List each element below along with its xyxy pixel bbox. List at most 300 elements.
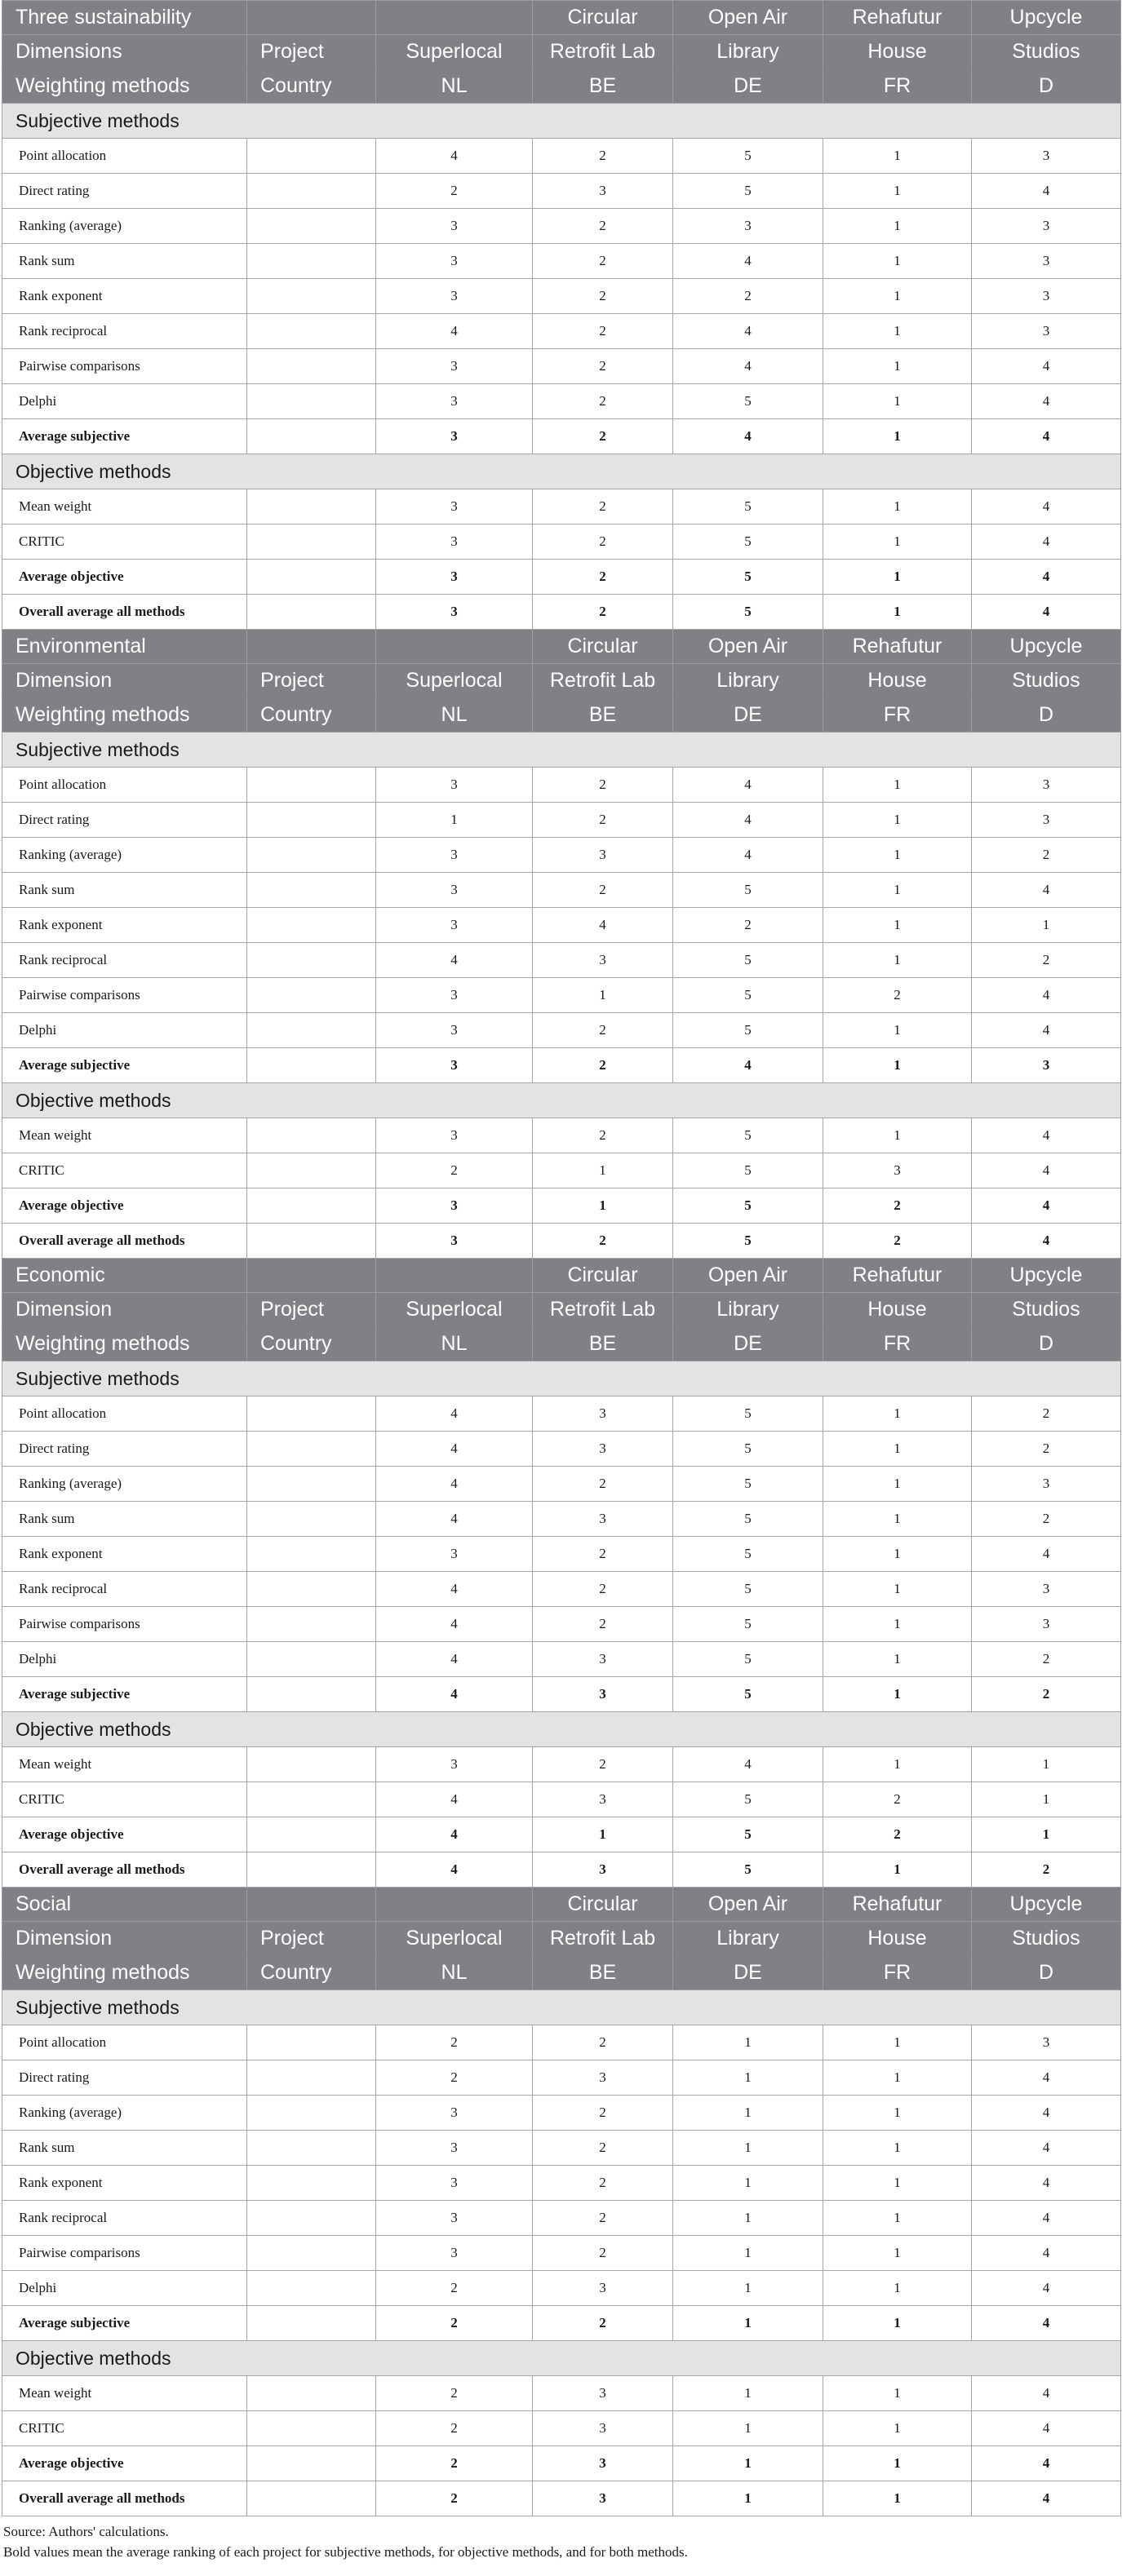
rank-value: 3 xyxy=(972,803,1121,838)
rank-value: 3 xyxy=(533,1852,673,1888)
rank-value: 3 xyxy=(376,1188,533,1224)
rank-value: 1 xyxy=(823,803,972,838)
rank-value: 2 xyxy=(533,2236,673,2271)
table-row xyxy=(2,1572,1121,1607)
rank-value: 2 xyxy=(972,1677,1121,1712)
rank-value: 3 xyxy=(376,244,533,279)
method-label: Average subjective xyxy=(2,2306,247,2341)
country-cell-empty xyxy=(247,1817,376,1852)
country-cell-empty xyxy=(247,1013,376,1048)
rank-value: 1 xyxy=(823,943,972,978)
method-label: Rank reciprocal xyxy=(2,314,247,349)
rank-value: 3 xyxy=(972,1572,1121,1607)
rank-value: 4 xyxy=(376,1432,533,1467)
header-project-name: Superlocal xyxy=(376,35,533,69)
rank-value: 2 xyxy=(972,943,1121,978)
rank-value: 4 xyxy=(972,1013,1121,1048)
rank-value: 2 xyxy=(533,524,673,560)
rank-value: 1 xyxy=(376,803,533,838)
rank-value: 4 xyxy=(673,803,823,838)
country-cell-empty xyxy=(247,349,376,384)
overall-average-row xyxy=(2,1852,1121,1888)
rank-value: 1 xyxy=(823,1537,972,1572)
table-row xyxy=(2,524,1121,560)
header-project-name: House xyxy=(823,1922,972,1956)
table-row xyxy=(2,2376,1121,2411)
header-row xyxy=(2,1922,1121,1956)
rank-value: 3 xyxy=(533,1432,673,1467)
rank-value: 4 xyxy=(972,2376,1121,2411)
rank-value: 4 xyxy=(972,174,1121,209)
rank-value: 4 xyxy=(376,1502,533,1537)
country-cell-empty xyxy=(247,2236,376,2271)
rank-value: 1 xyxy=(533,1153,673,1188)
rank-value: 5 xyxy=(673,978,823,1013)
rank-value: 1 xyxy=(673,2096,823,2131)
method-label: Average subjective xyxy=(2,1677,247,1712)
rank-value: 1 xyxy=(823,2271,972,2306)
objective-methods-label: Objective methods xyxy=(2,1083,1121,1118)
subjective-methods-label: Subjective methods xyxy=(2,1361,1121,1396)
rank-value: 2 xyxy=(533,1747,673,1782)
table-row xyxy=(2,803,1121,838)
header-project-name: Studios xyxy=(972,1922,1121,1956)
rank-value: 5 xyxy=(673,560,823,595)
rank-value: 2 xyxy=(376,2306,533,2341)
table-row xyxy=(2,2201,1121,2236)
rank-value: 2 xyxy=(533,768,673,803)
method-label: Overall average all methods xyxy=(2,595,247,630)
country-cell-empty xyxy=(247,2446,376,2481)
rank-value: 2 xyxy=(376,2481,533,2516)
rank-value: 1 xyxy=(823,1572,972,1607)
header-project-name: Library xyxy=(673,1922,823,1956)
rank-value: 2 xyxy=(376,1153,533,1188)
section-label-row xyxy=(2,1712,1121,1747)
rank-value: 4 xyxy=(673,349,823,384)
table-row xyxy=(2,2131,1121,2166)
table-row xyxy=(2,1642,1121,1677)
rank-value: 5 xyxy=(673,1188,823,1224)
method-label: Rank sum xyxy=(2,244,247,279)
section-label-row xyxy=(2,1361,1121,1396)
rank-value: 4 xyxy=(376,1642,533,1677)
objective-methods-label: Objective methods xyxy=(2,454,1121,489)
rank-value: 1 xyxy=(823,2166,972,2201)
rank-value: 1 xyxy=(972,908,1121,943)
header-project-name: House xyxy=(823,664,972,698)
method-label: Rank exponent xyxy=(2,279,247,314)
table-row xyxy=(2,384,1121,419)
overall-average-row xyxy=(2,2481,1121,2516)
subjective-methods-label: Subjective methods xyxy=(2,733,1121,768)
rank-value: 1 xyxy=(823,1013,972,1048)
header-project-name: Library xyxy=(673,664,823,698)
country-cell-empty xyxy=(247,2306,376,2341)
rank-value: 2 xyxy=(533,560,673,595)
rank-value: 3 xyxy=(533,1502,673,1537)
method-label: Direct rating xyxy=(2,174,247,209)
country-cell-empty xyxy=(247,244,376,279)
rank-value: 2 xyxy=(673,279,823,314)
rank-value: 5 xyxy=(673,1852,823,1888)
average-subjective-row xyxy=(2,2306,1121,2341)
rank-value: 4 xyxy=(376,1782,533,1817)
rank-value: 4 xyxy=(376,1572,533,1607)
rank-value: 1 xyxy=(823,349,972,384)
rank-value: 4 xyxy=(972,524,1121,560)
header-country-code: BE xyxy=(533,1327,673,1361)
rank-value: 5 xyxy=(673,1153,823,1188)
rank-value: 1 xyxy=(823,419,972,454)
rank-value: 4 xyxy=(673,768,823,803)
rank-value: 3 xyxy=(533,1642,673,1677)
rank-value: 2 xyxy=(376,2271,533,2306)
method-label: Mean weight xyxy=(2,2376,247,2411)
rank-value: 3 xyxy=(972,314,1121,349)
method-label: Average objective xyxy=(2,560,247,595)
rank-value: 5 xyxy=(673,524,823,560)
country-cell-empty xyxy=(247,524,376,560)
header-row xyxy=(2,1956,1121,1990)
rank-value: 5 xyxy=(673,1118,823,1153)
country-cell-empty xyxy=(247,1224,376,1259)
rank-value: 1 xyxy=(823,1677,972,1712)
rank-value: 5 xyxy=(673,1432,823,1467)
rank-value: 1 xyxy=(823,908,972,943)
method-label: Delphi xyxy=(2,384,247,419)
header-country-code: D xyxy=(972,1956,1121,1990)
country-cell-empty xyxy=(247,1607,376,1642)
rank-value: 3 xyxy=(533,1396,673,1432)
rank-value: 4 xyxy=(972,1537,1121,1572)
header-row xyxy=(2,1327,1121,1361)
header-project-name: Retrofit Lab xyxy=(533,664,673,698)
header-dimension-label: Three sustainability xyxy=(2,1,247,35)
rank-value: 1 xyxy=(823,1467,972,1502)
table-row xyxy=(2,1013,1121,1048)
rank-value: 1 xyxy=(823,2060,972,2096)
header-dimension-label: Weighting methods xyxy=(2,1327,247,1361)
rank-value: 5 xyxy=(673,174,823,209)
table-row xyxy=(2,139,1121,174)
country-cell-empty xyxy=(247,2166,376,2201)
rank-value: 1 xyxy=(823,174,972,209)
rank-value: 1 xyxy=(972,1817,1121,1852)
method-label: Mean weight xyxy=(2,489,247,524)
method-label: Pairwise comparisons xyxy=(2,2236,247,2271)
rank-value: 4 xyxy=(972,560,1121,595)
rank-value: 2 xyxy=(533,1118,673,1153)
header-project-country-label: Country xyxy=(247,698,376,733)
rank-value: 2 xyxy=(533,1607,673,1642)
country-cell-empty xyxy=(247,2060,376,2096)
rank-value: 1 xyxy=(673,2271,823,2306)
rank-value: 4 xyxy=(972,1118,1121,1153)
rank-value: 1 xyxy=(823,1396,972,1432)
table-row xyxy=(2,908,1121,943)
rank-value: 2 xyxy=(823,1188,972,1224)
footnote-bold-values: Bold values mean the average ranking of each project for subjective methods, for objective methods, and for both methods. xyxy=(3,2544,688,2560)
method-label: Average subjective xyxy=(2,419,247,454)
header-project-name xyxy=(376,1,533,35)
rank-value: 3 xyxy=(376,768,533,803)
header-country-code: BE xyxy=(533,698,673,733)
method-label: Overall average all methods xyxy=(2,2481,247,2516)
rank-value: 1 xyxy=(823,384,972,419)
rank-value: 4 xyxy=(376,1607,533,1642)
rank-value: 2 xyxy=(823,1817,972,1852)
header-row xyxy=(2,1259,1121,1293)
rank-value: 4 xyxy=(972,1153,1121,1188)
rank-value: 2 xyxy=(533,2166,673,2201)
header-dimension-label: Social xyxy=(2,1888,247,1922)
header-dimension-label: Economic xyxy=(2,1259,247,1293)
header-project-name: Rehafutur xyxy=(823,1259,972,1293)
rank-value: 3 xyxy=(972,139,1121,174)
table-row xyxy=(2,2166,1121,2201)
rank-value: 3 xyxy=(376,209,533,244)
objective-methods-label: Objective methods xyxy=(2,1712,1121,1747)
rank-value: 1 xyxy=(823,2306,972,2341)
header-country-code: FR xyxy=(823,1956,972,1990)
rank-value: 1 xyxy=(823,2446,972,2481)
rank-value: 1 xyxy=(823,2096,972,2131)
rank-value: 1 xyxy=(823,1432,972,1467)
rank-value: 1 xyxy=(823,873,972,908)
country-cell-empty xyxy=(247,1467,376,1502)
country-cell-empty xyxy=(247,1782,376,1817)
overall-average-row xyxy=(2,1224,1121,1259)
country-cell-empty xyxy=(247,1396,376,1432)
method-label: Ranking (average) xyxy=(2,1467,247,1502)
header-project-country-label: Country xyxy=(247,1956,376,1990)
rank-value: 1 xyxy=(823,1048,972,1083)
rank-value: 3 xyxy=(376,524,533,560)
ranking-table-body xyxy=(2,1,1121,2516)
method-label: Average objective xyxy=(2,1188,247,1224)
rank-value: 3 xyxy=(533,2481,673,2516)
header-project-name: Open Air xyxy=(673,630,823,664)
rank-value: 1 xyxy=(823,560,972,595)
header-dimension-label: Dimension xyxy=(2,1293,247,1327)
rank-value: 1 xyxy=(673,2411,823,2446)
rank-value: 2 xyxy=(972,1502,1121,1537)
rank-value: 4 xyxy=(972,2166,1121,2201)
rank-value: 4 xyxy=(972,2201,1121,2236)
rank-value: 2 xyxy=(533,279,673,314)
rank-value: 2 xyxy=(972,1852,1121,1888)
rank-value: 3 xyxy=(376,908,533,943)
table-row xyxy=(2,1396,1121,1432)
rank-value: 2 xyxy=(533,384,673,419)
rank-value: 5 xyxy=(673,1817,823,1852)
method-label: Mean weight xyxy=(2,1747,247,1782)
rank-value: 3 xyxy=(823,1153,972,1188)
table-row xyxy=(2,1607,1121,1642)
table-row xyxy=(2,2060,1121,2096)
rank-value: 5 xyxy=(673,1396,823,1432)
rank-value: 5 xyxy=(673,1537,823,1572)
rank-value: 3 xyxy=(376,1118,533,1153)
country-cell-empty xyxy=(247,1642,376,1677)
country-cell-empty xyxy=(247,838,376,873)
rank-value: 1 xyxy=(823,2025,972,2060)
rank-value: 4 xyxy=(533,908,673,943)
ranking-table xyxy=(2,0,1121,2516)
subjective-methods-label: Subjective methods xyxy=(2,104,1121,139)
rank-value: 1 xyxy=(673,2306,823,2341)
header-project-name: Rehafutur xyxy=(823,1,972,35)
section-label-row xyxy=(2,1083,1121,1118)
rank-value: 4 xyxy=(376,1852,533,1888)
table-row xyxy=(2,1432,1121,1467)
header-country-code: D xyxy=(972,1327,1121,1361)
rank-value: 1 xyxy=(823,768,972,803)
method-label: Ranking (average) xyxy=(2,2096,247,2131)
country-cell-empty xyxy=(247,1677,376,1712)
header-project-name: Retrofit Lab xyxy=(533,1293,673,1327)
rank-value: 1 xyxy=(823,524,972,560)
rank-value: 5 xyxy=(673,1013,823,1048)
method-label: Direct rating xyxy=(2,803,247,838)
header-dimension-label: Dimensions xyxy=(2,35,247,69)
rank-value: 4 xyxy=(972,384,1121,419)
rank-value: 1 xyxy=(673,2236,823,2271)
rank-value: 3 xyxy=(533,1677,673,1712)
rank-value: 5 xyxy=(673,384,823,419)
rank-value: 4 xyxy=(972,1188,1121,1224)
rank-value: 3 xyxy=(533,2446,673,2481)
header-country-code: DE xyxy=(673,1327,823,1361)
rank-value: 4 xyxy=(972,489,1121,524)
rank-value: 4 xyxy=(972,873,1121,908)
rank-value: 2 xyxy=(376,174,533,209)
country-cell-empty xyxy=(247,2481,376,2516)
rank-value: 3 xyxy=(376,349,533,384)
rank-value: 4 xyxy=(673,244,823,279)
header-dimension-label: Weighting methods xyxy=(2,69,247,104)
country-cell-empty xyxy=(247,384,376,419)
table-row xyxy=(2,489,1121,524)
header-project-name: House xyxy=(823,1293,972,1327)
header-country-code: FR xyxy=(823,698,972,733)
rank-value: 1 xyxy=(673,2376,823,2411)
table-row xyxy=(2,279,1121,314)
rank-value: 4 xyxy=(673,314,823,349)
rank-value: 2 xyxy=(533,419,673,454)
rank-value: 1 xyxy=(823,2481,972,2516)
rank-value: 2 xyxy=(533,873,673,908)
rank-value: 1 xyxy=(673,2025,823,2060)
rank-value: 1 xyxy=(823,2201,972,2236)
rank-value: 3 xyxy=(376,978,533,1013)
rank-value: 4 xyxy=(673,1747,823,1782)
rank-value: 5 xyxy=(673,139,823,174)
table-row xyxy=(2,1782,1121,1817)
rank-value: 4 xyxy=(972,2481,1121,2516)
average-objective-row xyxy=(2,560,1121,595)
rank-value: 3 xyxy=(972,1467,1121,1502)
rank-value: 2 xyxy=(823,978,972,1013)
header-row xyxy=(2,1293,1121,1327)
rank-value: 2 xyxy=(972,1432,1121,1467)
rank-value: 1 xyxy=(823,314,972,349)
rank-value: 5 xyxy=(673,595,823,630)
rank-value: 3 xyxy=(376,419,533,454)
country-cell-empty xyxy=(247,2201,376,2236)
country-cell-empty xyxy=(247,2411,376,2446)
method-label: Rank exponent xyxy=(2,2166,247,2201)
method-label: Overall average all methods xyxy=(2,1224,247,1259)
method-label: Ranking (average) xyxy=(2,209,247,244)
header-project-name xyxy=(376,630,533,664)
rank-value: 3 xyxy=(533,2271,673,2306)
rank-value: 3 xyxy=(533,2411,673,2446)
method-label: Rank reciprocal xyxy=(2,1572,247,1607)
rank-value: 1 xyxy=(673,2060,823,2096)
country-cell-empty xyxy=(247,768,376,803)
rank-value: 3 xyxy=(376,838,533,873)
country-cell-empty xyxy=(247,595,376,630)
rank-value: 1 xyxy=(673,2166,823,2201)
header-project-name: Circular xyxy=(533,1,673,35)
rank-value: 1 xyxy=(673,2201,823,2236)
rank-value: 2 xyxy=(376,2446,533,2481)
header-row xyxy=(2,69,1121,104)
header-row xyxy=(2,1888,1121,1922)
country-cell-empty xyxy=(247,2025,376,2060)
header-country-code: NL xyxy=(376,69,533,104)
rank-value: 3 xyxy=(972,2025,1121,2060)
table-row xyxy=(2,1747,1121,1782)
rank-value: 1 xyxy=(823,2411,972,2446)
method-label: Point allocation xyxy=(2,768,247,803)
rank-value: 5 xyxy=(673,1224,823,1259)
rank-value: 2 xyxy=(376,2376,533,2411)
rank-value: 2 xyxy=(376,2411,533,2446)
header-project-name: Open Air xyxy=(673,1888,823,1922)
table-row xyxy=(2,314,1121,349)
header-project-name: Rehafutur xyxy=(823,630,972,664)
rank-value: 3 xyxy=(533,2060,673,2096)
overall-average-row xyxy=(2,595,1121,630)
header-project-country-label xyxy=(247,1888,376,1922)
subjective-methods-label: Subjective methods xyxy=(2,1990,1121,2025)
header-country-code: BE xyxy=(533,69,673,104)
rank-value: 3 xyxy=(972,768,1121,803)
header-project-name: Upcycle xyxy=(972,1259,1121,1293)
rank-value: 1 xyxy=(823,1118,972,1153)
objective-methods-label: Objective methods xyxy=(2,2341,1121,2376)
method-label: CRITIC xyxy=(2,1153,247,1188)
rank-value: 1 xyxy=(972,1747,1121,1782)
rank-value: 3 xyxy=(376,279,533,314)
table-row xyxy=(2,1118,1121,1153)
rank-value: 4 xyxy=(972,2306,1121,2341)
method-label: Pairwise comparisons xyxy=(2,978,247,1013)
header-project-name: Rehafutur xyxy=(823,1888,972,1922)
header-project-name: Upcycle xyxy=(972,630,1121,664)
method-label: CRITIC xyxy=(2,524,247,560)
table-row xyxy=(2,2271,1121,2306)
rank-value: 1 xyxy=(823,1502,972,1537)
footnote-source: Source: Authors' calculations. xyxy=(3,2524,169,2539)
header-project-name: House xyxy=(823,35,972,69)
rank-value: 2 xyxy=(533,2131,673,2166)
method-label: Point allocation xyxy=(2,2025,247,2060)
rank-value: 4 xyxy=(972,978,1121,1013)
